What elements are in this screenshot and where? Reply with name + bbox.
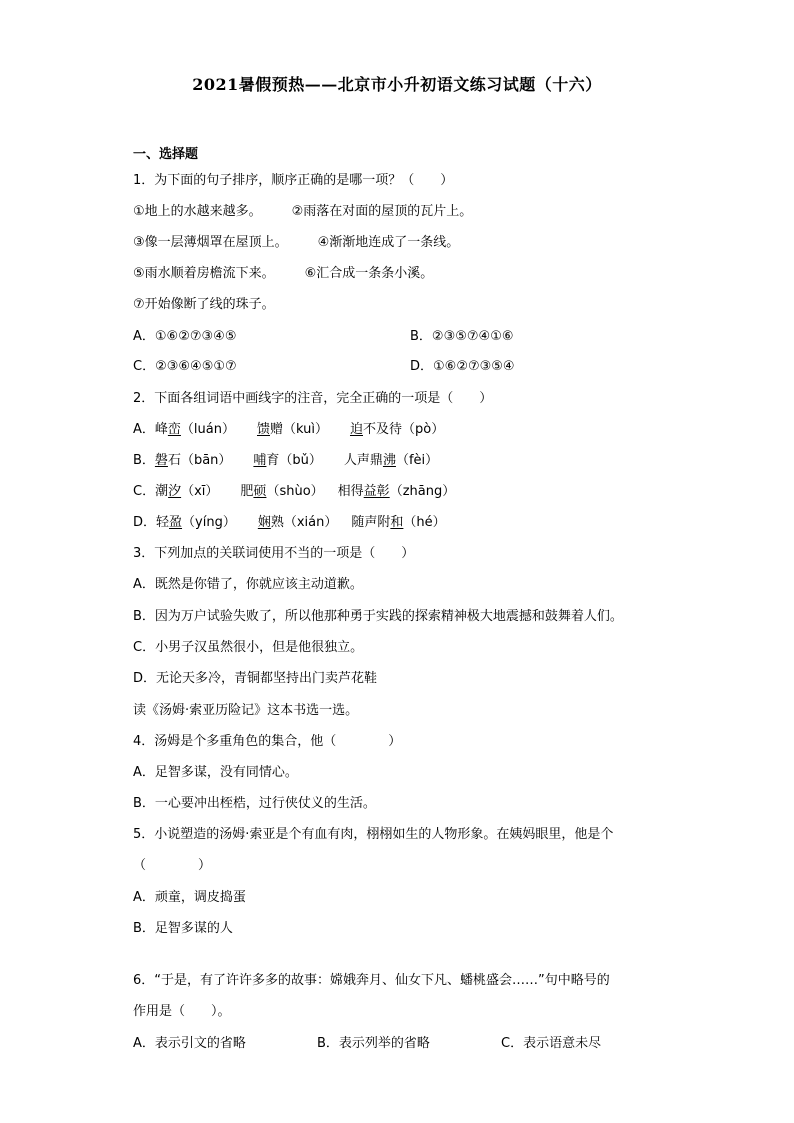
question-4-stem: 4．汤姆是个多重角色的集合，他（ ） xyxy=(133,734,402,749)
sentence-7: ⑦开始像断了线的珠子。 xyxy=(133,297,275,312)
question-1-sentences-row3 xyxy=(133,265,433,283)
page-title: 2021暑假预热——北京市小升初语文练习试题（十六） xyxy=(192,75,602,94)
question-2-option-a: A．峰峦（luán） 馈赠（kuì） 迫不及待（pò） xyxy=(133,422,445,437)
sentence-1: ①地上的水越来越多。 xyxy=(133,204,262,219)
question-2-option-b: B．磐石（bān） 哺育（bǔ） 人声鼎沸（fèi） xyxy=(133,453,439,468)
question-1-option-b: B．②③⑤⑦④①⑥ xyxy=(410,329,514,344)
sentence-6: ⑥汇合成一条条小溪。 xyxy=(304,266,434,281)
question-1-sentences-row1 xyxy=(133,203,472,221)
sentence-5: ⑤雨水顺着房檐流下来。 xyxy=(133,266,275,281)
question-4-option-a: A．足智多谋，没有同情心。 xyxy=(133,765,298,780)
question-2-option-c: C．潮汐（xī） 肥硕（shùo） 相得益彰（zhāng） xyxy=(133,484,456,499)
question-1-option-d: D．①⑥②⑦③⑤④ xyxy=(410,359,515,374)
question-6-stem: 6．“于是，有了许许多多的故事：嫦娥奔月、仙女下凡、蟠桃盛会……”句中略号的 xyxy=(133,973,610,988)
question-5-stem-continued: （ ） xyxy=(133,858,212,873)
question-6-option-a: A．表示引文的省略 xyxy=(133,1036,246,1051)
section-heading: 一、选择题 xyxy=(133,147,199,162)
question-3-stem: 3．下列加点的关联词使用不当的一项是（ ） xyxy=(133,546,415,561)
question-5-option-a: A．顽童，调皮捣蛋 xyxy=(133,890,246,905)
question-5-stem: 5．小说塑造的汤姆·索亚是个有血有肉，栩栩如生的人物形象。在姨妈眼里，他是个 xyxy=(133,827,614,842)
question-4-option-b: B．一心要冲出桎梏，过行侠仗义的生活。 xyxy=(133,796,376,811)
question-1-stem: 1．为下面的句子排序，顺序正确的是哪一项？（ ） xyxy=(133,173,454,188)
sentence-2: ②雨落在对面的屋顶的瓦片上。 xyxy=(291,204,473,219)
question-6-stem-continued: 作用是（ ）。 xyxy=(133,1004,231,1019)
sentence-4: ④渐渐地连成了一条线。 xyxy=(317,235,460,250)
question-3-option-b: B．因为万户试验失败了，所以他那种勇于实践的探索精神极大地震撼和鼓舞着人们。 xyxy=(133,609,623,624)
question-3-option-a: A．既然是你错了，你就应该主动道歉。 xyxy=(133,577,363,592)
question-1-sentences-row2 xyxy=(133,234,459,252)
question-3-option-d: D．无论天多冷，青铜都坚持出门卖芦花鞋 xyxy=(133,671,378,686)
question-1-option-c: C．②③⑥④⑤①⑦ xyxy=(133,359,237,374)
question-6-option-b: B．表示列举的省略 xyxy=(317,1036,430,1051)
question-5-option-b: B．足智多谋的人 xyxy=(133,921,233,936)
question-3-option-c: C．小男子汉虽然很小，但是他很独立。 xyxy=(133,640,364,655)
question-2-option-d: D．轻盈（yíng） 娴熟（xián） 随声附和（hé） xyxy=(133,515,446,530)
sentence-3: ③像一层薄烟罩在屋顶上。 xyxy=(133,235,288,250)
reading-intro: 读《汤姆·索亚历险记》这本书选一选。 xyxy=(133,703,359,718)
question-2-stem: 2．下面各组词语中画线字的注音，完全正确的一项是（ ） xyxy=(133,391,493,406)
question-6-option-c: C．表示语意未尽 xyxy=(501,1036,602,1051)
question-1-option-a: A．①⑥②⑦③④⑤ xyxy=(133,329,237,344)
